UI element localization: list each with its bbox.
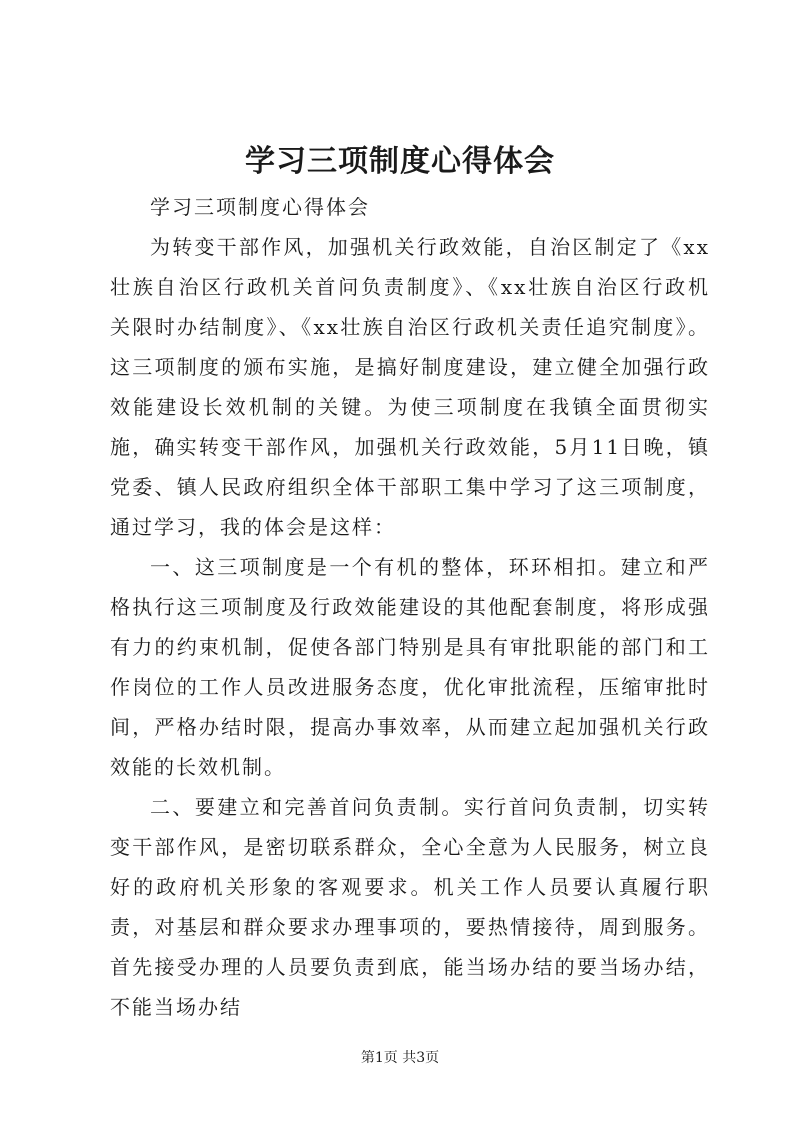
paragraph-point-2: 二、要建立和完善首问负责制。实行首问负责制，切实转变干部作风，是密切联系群众，全心全意为人民服务，树立良好的政府机关形象的客观要求。机关工作人员要认真履行职责，对基层和群众要求办理事项的，要热情接待，周到服务。首先接受办理的人员要负责到底，能当场办结的要当场办结，不能当场办结 <box>110 795 710 1019</box>
paragraph-intro: 为转变干部作风，加强机关行政效能，自治区制定了《xx壮族自治区行政机关首问负责制度》、《xx壮族自治区行政机关限时办结制度》、《xx壮族自治区行政机关责任追究制度》。这三项制度的颁布实施，是搞好制度建设，建立健全加强行政效能建设长效机制的关键。为使三项制度在我镇全面贯彻实施，确实转变干部作风，加强机关行政效能，5月11日晚，镇党委、镇人民政府组织全体干部职工集中学习了这三项制度，通过学习，我的体会是这样： <box>110 235 710 539</box>
page-number-footer: 第1页 共3页 <box>360 1050 440 1066</box>
paragraph-subtitle: 学习三项制度心得体会 <box>150 195 370 219</box>
paragraph-point-1: 一、这三项制度是一个有机的整体，环环相扣。建立和严格执行这三项制度及行政效能建设的其他配套制度，将形成强有力的约束机制，促使各部门特别是具有审批职能的部门和工作岗位的工作人员改进服务态度，优化审批流程，压缩审批时间，严格办结时限，提高办事效率，从而建立起加强机关行政效能的长效机制。 <box>110 555 710 779</box>
document-body <box>110 187 710 1027</box>
document-title: 学习三项制度心得体会 <box>245 144 555 179</box>
